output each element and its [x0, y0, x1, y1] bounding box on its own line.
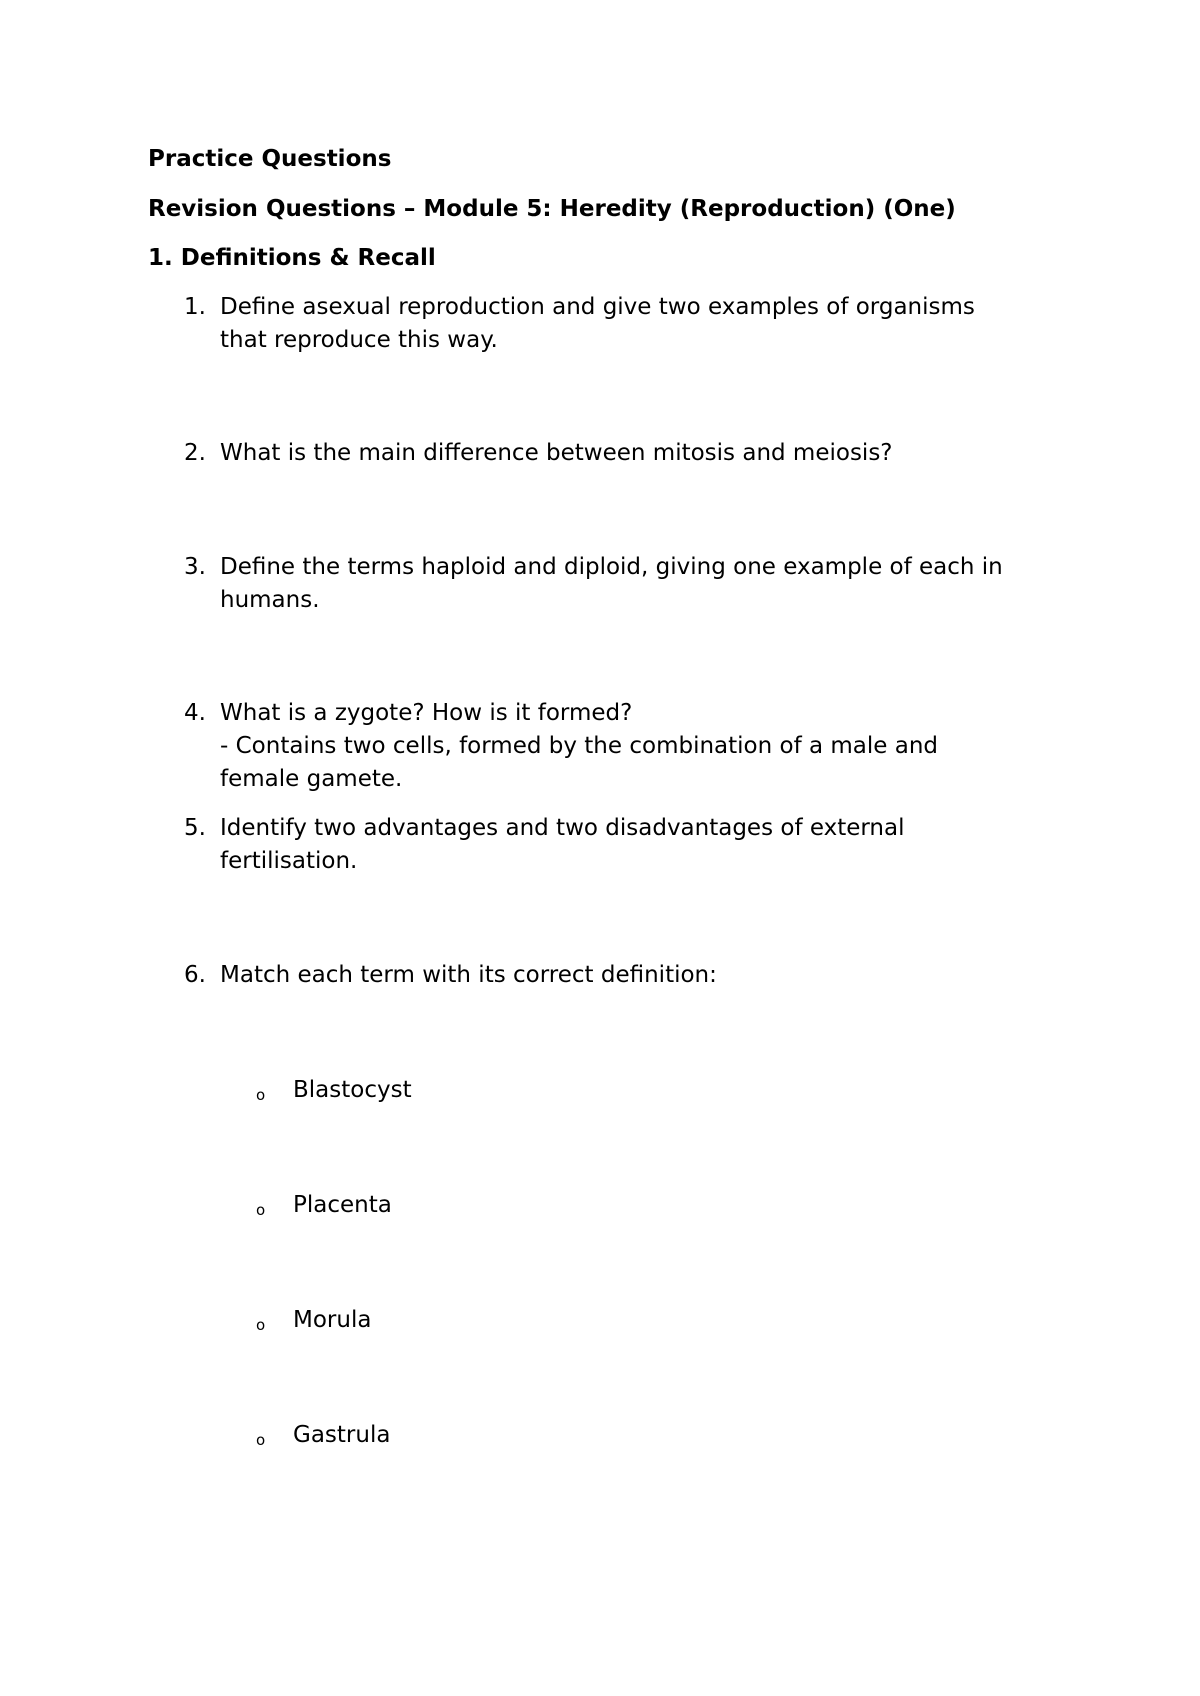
question-text: Match each term with its correct definition:	[220, 962, 717, 988]
term-item: Blastocyst	[293, 1077, 412, 1103]
question-text: Define asexual reproduction and give two examples of organisms	[220, 294, 975, 320]
term-item: Morula	[293, 1307, 372, 1333]
section-heading: 1. Definitions & Recall	[148, 245, 436, 271]
question-text: fertilisation.	[220, 848, 358, 874]
question-text: What is the main difference between mitosis and meiosis?	[220, 440, 893, 466]
question-text: Define the terms haploid and diploid, giving one example of each in	[220, 554, 1003, 580]
question-text: that reproduce this way.	[220, 327, 498, 353]
answer-text: female gamete.	[220, 766, 403, 792]
question-number: 4.	[184, 700, 206, 726]
question-number: 2.	[184, 440, 206, 466]
bullet-icon: o	[256, 1431, 266, 1449]
page-title: Practice Questions	[148, 146, 392, 172]
bullet-icon: o	[256, 1086, 266, 1104]
question-number: 5.	[184, 815, 206, 841]
question-number: 6.	[184, 962, 206, 988]
bullet-icon: o	[256, 1316, 266, 1334]
bullet-icon: o	[256, 1201, 266, 1219]
question-text: humans.	[220, 587, 320, 613]
term-item: Placenta	[293, 1192, 392, 1218]
answer-text: - Contains two cells, formed by the combination of a male and	[220, 733, 939, 759]
question-number: 1.	[184, 294, 206, 320]
question-text: Identify two advantages and two disadvantages of external	[220, 815, 905, 841]
question-number: 3.	[184, 554, 206, 580]
page-subtitle: Revision Questions – Module 5: Heredity (Reproduction) (One)	[148, 196, 956, 222]
question-text: What is a zygote? How is it formed?	[220, 700, 633, 726]
term-item: Gastrula	[293, 1422, 391, 1448]
